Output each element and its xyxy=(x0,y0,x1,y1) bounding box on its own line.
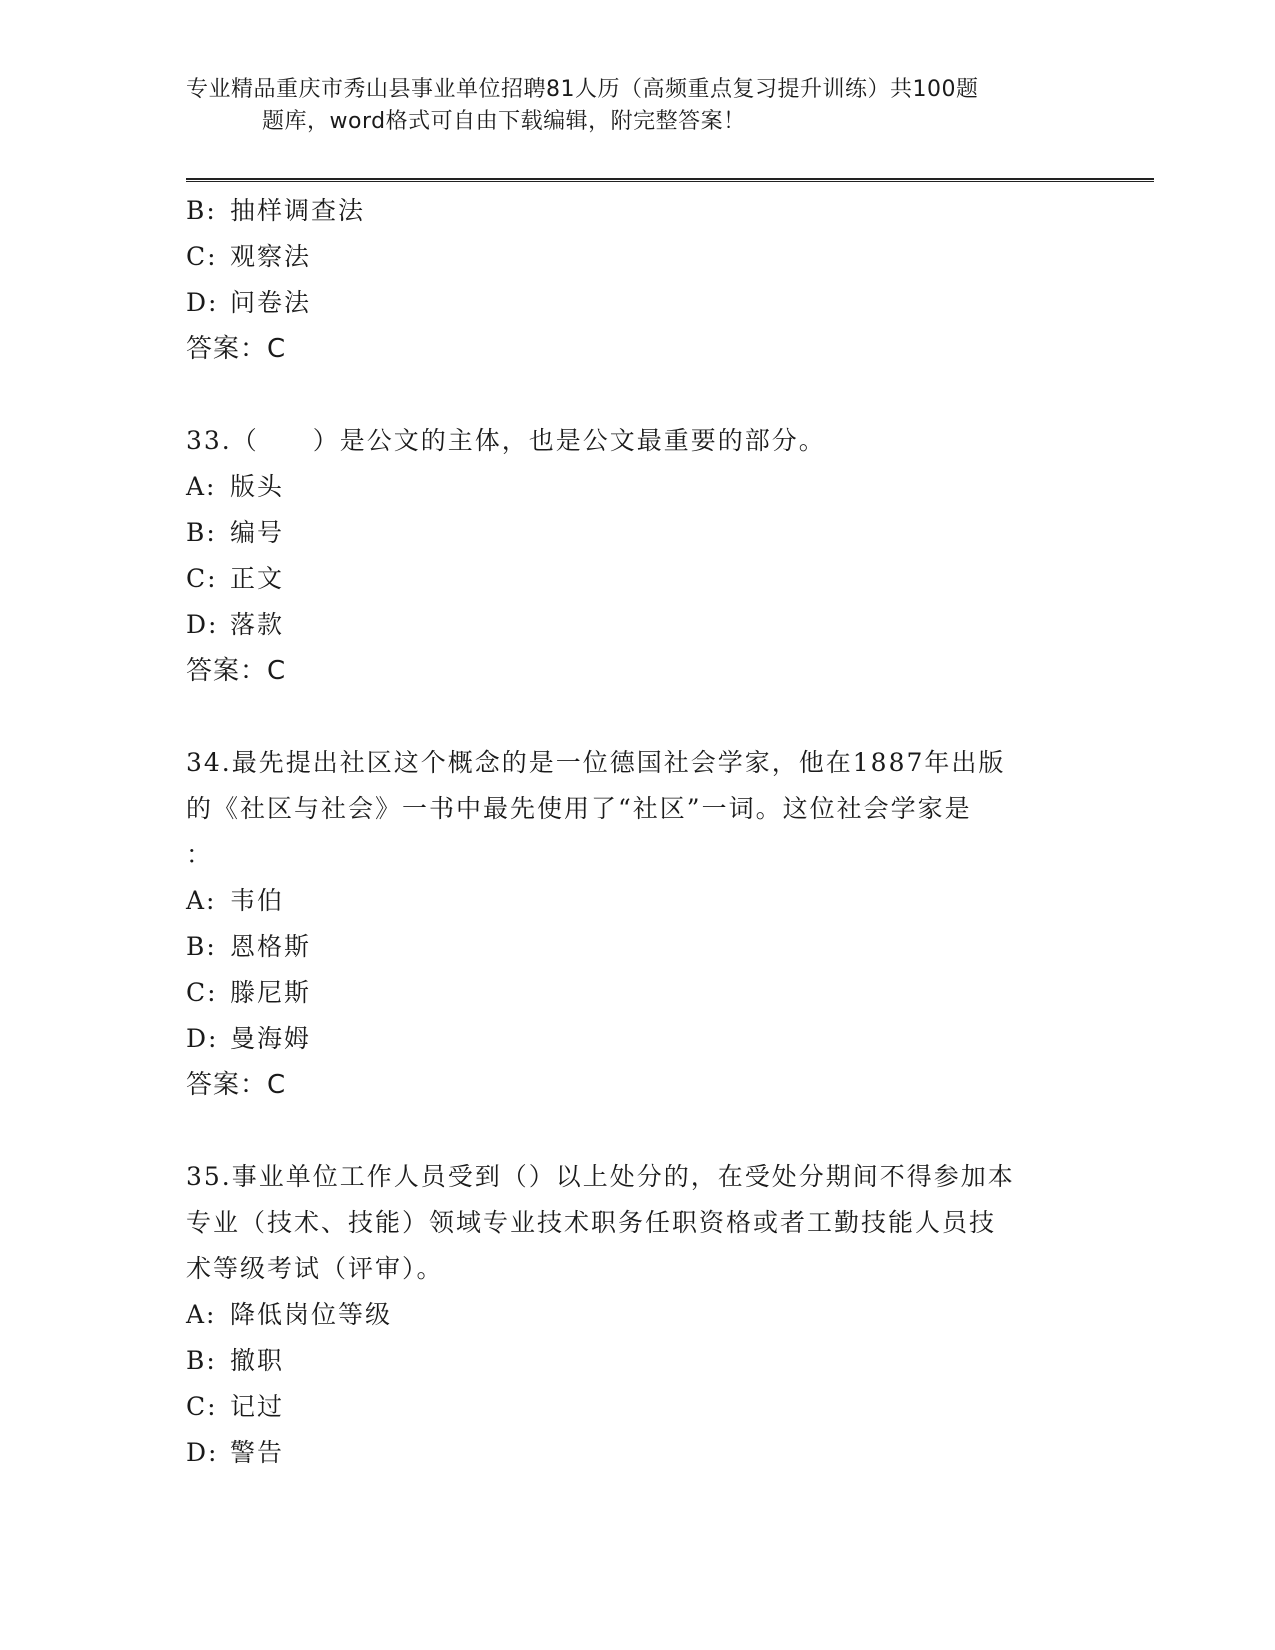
question-35 xyxy=(186,1154,1086,1476)
answer-line: 答案：C xyxy=(186,656,287,686)
question-32-tail xyxy=(186,188,1086,372)
option-a xyxy=(186,1292,1086,1338)
option-text: 滕尼斯 xyxy=(230,978,312,1007)
page-header xyxy=(186,74,1086,138)
option-b xyxy=(186,188,1086,234)
option-text: 观察法 xyxy=(230,242,312,271)
option-text: 抽样调查法 xyxy=(230,196,366,225)
header-title-line1: 专业精品重庆市秀山县事业单位招聘81人历（高频重点复习提升训练）共100题 xyxy=(186,77,979,102)
spacer xyxy=(186,694,1086,740)
option-letter: D: xyxy=(186,1438,219,1467)
option-text: 降低岗位等级 xyxy=(230,1300,393,1329)
question-stem-line: ： xyxy=(186,840,214,869)
option-text: 问卷法 xyxy=(230,288,312,317)
option-text: 正文 xyxy=(230,564,285,593)
option-c xyxy=(186,234,1086,280)
option-letter: A: xyxy=(186,886,217,915)
option-a xyxy=(186,878,1086,924)
option-c xyxy=(186,1384,1086,1430)
spacer xyxy=(186,372,1086,418)
question-stem-line: 术等级考试（评审）。 xyxy=(186,1254,444,1283)
option-c xyxy=(186,970,1086,1016)
option-letter: C: xyxy=(186,1392,218,1421)
option-letter: A: xyxy=(186,472,217,501)
option-letter: A: xyxy=(186,1300,217,1329)
question-stem-line: 34.最先提出社区这个概念的是一位德国社会学家，他在1887年出版 xyxy=(186,748,1006,777)
option-b xyxy=(186,1338,1086,1384)
question-33 xyxy=(186,418,1086,694)
header-title-line2: 题库，word格式可自由下载编辑，附完整答案！ xyxy=(262,109,746,134)
option-text: 警告 xyxy=(230,1438,285,1467)
option-text: 韦伯 xyxy=(230,886,285,915)
option-letter: D: xyxy=(186,1024,219,1053)
question-list xyxy=(186,188,1086,1476)
option-b xyxy=(186,510,1086,556)
option-letter: C: xyxy=(186,978,218,1007)
question-stem-line: 专业（技术、技能）领域专业技术职务任职资格或者工勤技能人员技 xyxy=(186,1208,997,1237)
option-c xyxy=(186,556,1086,602)
option-text: 撤职 xyxy=(230,1346,285,1375)
header-divider xyxy=(186,178,1154,182)
option-d xyxy=(186,602,1086,648)
option-text: 版头 xyxy=(230,472,285,501)
option-letter: D: xyxy=(186,610,219,639)
answer-line: 答案：C xyxy=(186,1070,287,1100)
option-text: 落款 xyxy=(230,610,285,639)
answer-line: 答案：C xyxy=(186,334,287,364)
question-stem: 33.（ ）是公文的主体，也是公文最重要的部分。 xyxy=(186,426,826,455)
option-letter: B: xyxy=(186,932,217,961)
option-text: 编号 xyxy=(230,518,285,547)
option-a xyxy=(186,464,1086,510)
option-letter: C: xyxy=(186,564,218,593)
option-d xyxy=(186,280,1086,326)
option-text: 曼海姆 xyxy=(230,1024,312,1053)
option-d xyxy=(186,1016,1086,1062)
option-letter: B: xyxy=(186,1346,217,1375)
question-34 xyxy=(186,740,1086,1108)
question-stem-line: 的《社区与社会》一书中最先使用了“社区”一词。这位社会学家是 xyxy=(186,794,972,823)
option-letter: D: xyxy=(186,288,219,317)
question-stem-line: 35.事业单位工作人员受到（）以上处分的，在受处分期间不得参加本 xyxy=(186,1162,1015,1191)
option-text: 记过 xyxy=(230,1392,285,1421)
option-b xyxy=(186,924,1086,970)
option-text: 恩格斯 xyxy=(230,932,312,961)
option-letter: C: xyxy=(186,242,218,271)
option-d xyxy=(186,1430,1086,1476)
option-letter: B: xyxy=(186,518,217,547)
spacer xyxy=(186,1108,1086,1154)
option-letter: B: xyxy=(186,196,217,225)
